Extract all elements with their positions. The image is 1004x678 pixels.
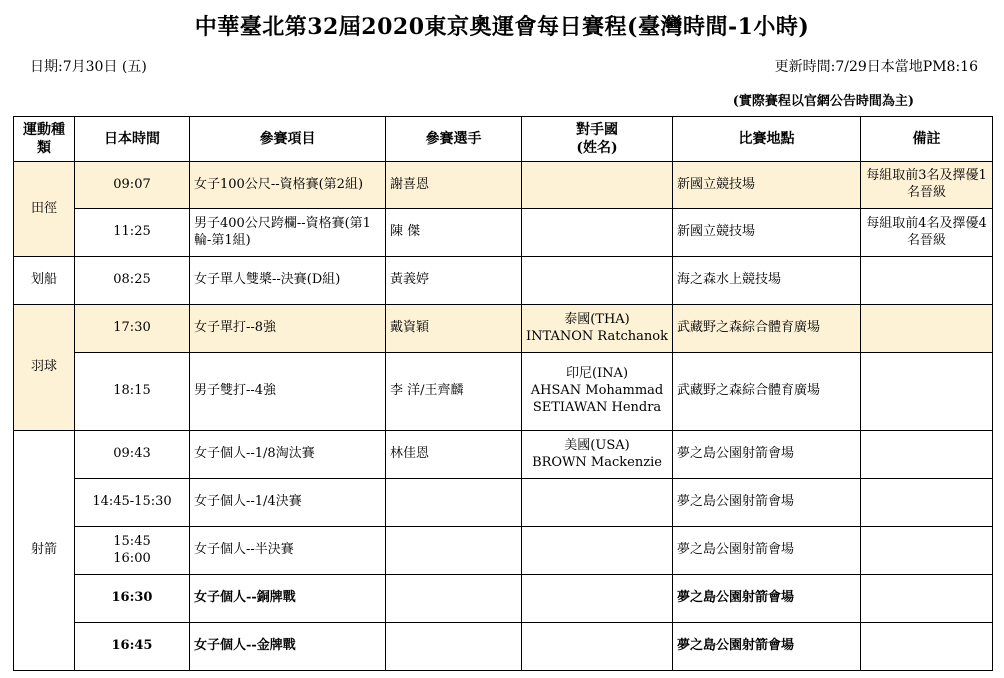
athlete-cell bbox=[386, 623, 522, 671]
event-cell: 女子100公尺--資格賽(第2組) bbox=[190, 162, 386, 209]
col-time: 日本時間 bbox=[75, 117, 190, 162]
col-remark: 備註 bbox=[861, 117, 993, 162]
col-athlete: 參賽選手 bbox=[386, 117, 522, 162]
athlete-cell: 林佳恩 bbox=[386, 431, 522, 479]
table-row bbox=[14, 623, 993, 671]
table-row bbox=[14, 209, 993, 257]
time-cell: 08:25 bbox=[75, 257, 190, 305]
table-row bbox=[14, 527, 993, 575]
event-cell: 女子個人--銅牌戰 bbox=[190, 575, 386, 623]
schedule-table bbox=[13, 116, 993, 671]
time-cell: 09:43 bbox=[75, 431, 190, 479]
sport-cell: 羽球 bbox=[14, 305, 75, 431]
updated-time: 更新時間:7/29日本當地PM8:16 bbox=[774, 59, 978, 75]
sport-cell: 射箭 bbox=[14, 431, 75, 671]
athlete-cell: 陳 傑 bbox=[386, 209, 522, 257]
table-row bbox=[14, 479, 993, 527]
remark-cell: 每組取前4名及擇優4名晉級 bbox=[861, 209, 993, 257]
athlete-cell: 黃義婷 bbox=[386, 257, 522, 305]
event-cell: 女子個人--半決賽 bbox=[190, 527, 386, 575]
col-sport: 運動種類 bbox=[14, 117, 75, 162]
venue-cell: 夢之島公園射箭會場 bbox=[673, 623, 861, 671]
event-cell: 女子個人--1/4決賽 bbox=[190, 479, 386, 527]
opponent-cell bbox=[522, 209, 673, 257]
time-cell: 09:07 bbox=[75, 162, 190, 209]
athlete-cell: 謝喜恩 bbox=[386, 162, 522, 209]
sport-cell: 田徑 bbox=[14, 162, 75, 257]
event-cell: 女子單打--8強 bbox=[190, 305, 386, 353]
athlete-cell: 李 洋/王齊麟 bbox=[386, 353, 522, 431]
venue-cell: 海之森水上競技場 bbox=[673, 257, 861, 305]
page-title: 中華臺北第32屆2020東京奧運會每日賽程(臺灣時間-1小時) bbox=[194, 14, 810, 40]
remark-cell: 每組取前3名及擇優1名晉級 bbox=[861, 162, 993, 209]
opponent-cell bbox=[522, 479, 673, 527]
col-opponent: 對手國 (姓名) bbox=[522, 117, 673, 162]
remark-cell bbox=[861, 623, 993, 671]
venue-cell: 夢之島公園射箭會場 bbox=[673, 575, 861, 623]
venue-cell: 新國立競技場 bbox=[673, 209, 861, 257]
remark-cell bbox=[861, 353, 993, 431]
col-event: 參賽項目 bbox=[190, 117, 386, 162]
event-cell: 女子個人--1/8淘汰賽 bbox=[190, 431, 386, 479]
event-cell: 女子單人雙槳--決賽(D組) bbox=[190, 257, 386, 305]
venue-cell: 夢之島公園射箭會場 bbox=[673, 431, 861, 479]
opponent-cell bbox=[522, 527, 673, 575]
venue-cell: 夢之島公園射箭會場 bbox=[673, 527, 861, 575]
table-row bbox=[14, 353, 993, 431]
time-cell: 15:45 16:00 bbox=[75, 527, 190, 575]
venue-cell: 武藏野之森綜合體育廣場 bbox=[673, 305, 861, 353]
venue-cell: 武藏野之森綜合體育廣場 bbox=[673, 353, 861, 431]
athlete-cell bbox=[386, 527, 522, 575]
opponent-cell bbox=[522, 575, 673, 623]
remark-cell bbox=[861, 575, 993, 623]
table-row bbox=[14, 575, 993, 623]
time-cell: 14:45-15:30 bbox=[75, 479, 190, 527]
time-cell: 18:15 bbox=[75, 353, 190, 431]
athlete-cell bbox=[386, 575, 522, 623]
opponent-cell: 美國(USA) BROWN Mackenzie bbox=[522, 431, 673, 479]
opponent-cell bbox=[522, 257, 673, 305]
remark-cell bbox=[861, 479, 993, 527]
sport-cell: 划船 bbox=[14, 257, 75, 305]
time-cell: 11:25 bbox=[75, 209, 190, 257]
opponent-cell bbox=[522, 623, 673, 671]
event-cell: 男子400公尺跨欄--資格賽(第1輪-第1組) bbox=[190, 209, 386, 257]
remark-cell bbox=[861, 305, 993, 353]
time-cell: 16:30 bbox=[75, 575, 190, 623]
venue-cell: 夢之島公園射箭會場 bbox=[673, 479, 861, 527]
table-row bbox=[14, 305, 993, 353]
official-note: (實際賽程以官網公告時間為主) bbox=[732, 94, 914, 109]
time-cell: 17:30 bbox=[75, 305, 190, 353]
remark-cell bbox=[861, 257, 993, 305]
remark-cell bbox=[861, 431, 993, 479]
event-cell: 女子個人--金牌戰 bbox=[190, 623, 386, 671]
remark-cell bbox=[861, 527, 993, 575]
table-row bbox=[14, 431, 993, 479]
opponent-cell: 印尼(INA) AHSAN Mohammad SETIAWAN Hendra bbox=[522, 353, 673, 431]
athlete-cell: 戴資穎 bbox=[386, 305, 522, 353]
opponent-cell bbox=[522, 162, 673, 209]
col-venue: 比賽地點 bbox=[673, 117, 861, 162]
venue-cell: 新國立競技場 bbox=[673, 162, 861, 209]
header-row bbox=[14, 117, 993, 162]
athlete-cell bbox=[386, 479, 522, 527]
time-cell: 16:45 bbox=[75, 623, 190, 671]
schedule-date: 日期:7月30日 (五) bbox=[30, 59, 147, 75]
table-row bbox=[14, 257, 993, 305]
event-cell: 男子雙打--4強 bbox=[190, 353, 386, 431]
table-row bbox=[14, 162, 993, 209]
opponent-cell: 泰國(THA) INTANON Ratchanok bbox=[522, 305, 673, 353]
